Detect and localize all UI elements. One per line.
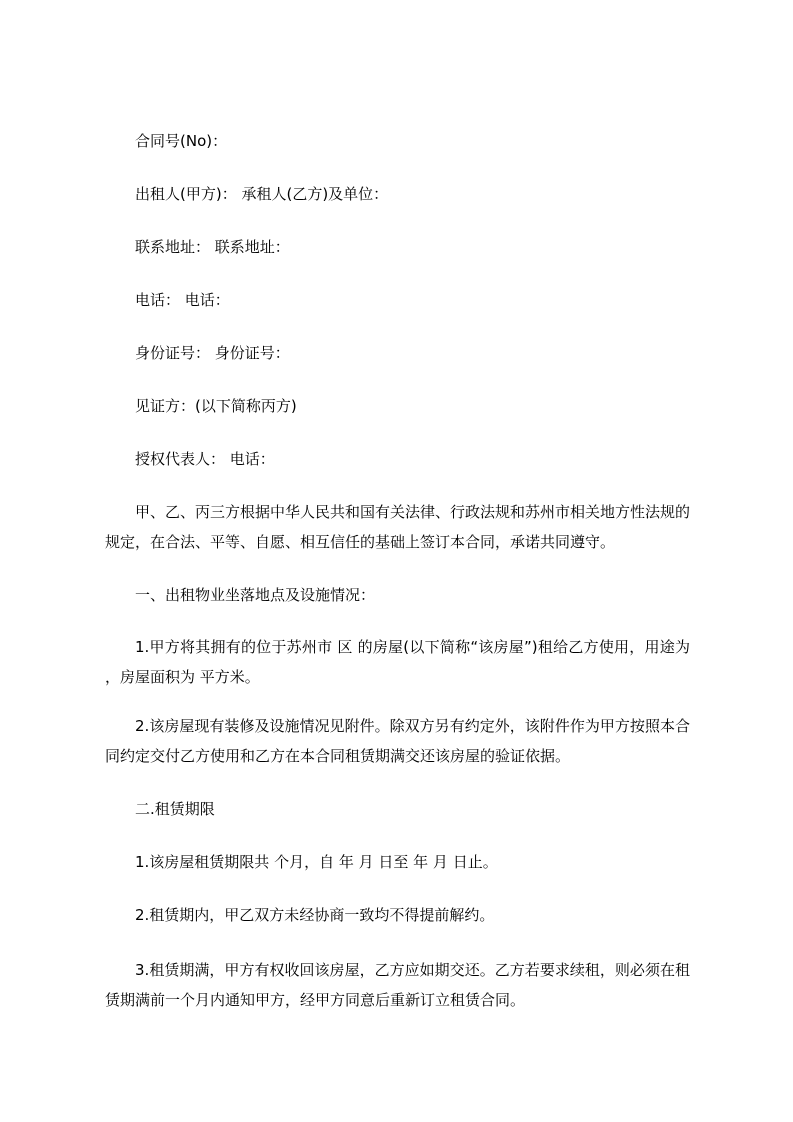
- authorized-rep-line: 授权代表人： 电话：: [135, 450, 275, 468]
- address-line: 联系地址： 联系地址：: [135, 238, 290, 256]
- witness-line: 见证方：(以下简称丙方): [135, 397, 297, 415]
- contract-number: 合同号(No)：: [135, 132, 228, 150]
- id-number-line: 身份证号： 身份证号：: [135, 344, 290, 362]
- section1-title: 一、出租物业坐落地点及设施情况：: [135, 586, 376, 604]
- section1-item2: 2.该房屋现有装修及设施情况见附件。除双方另有约定外，该附件作为甲方按照本合同约定交付乙方使用和乙方在本合同租赁期满交还该房屋的验证依据。: [105, 717, 690, 765]
- phone-line: 电话： 电话：: [135, 291, 230, 309]
- section1-item1: 1.甲方将其拥有的位于苏州市 区 的房屋(以下简称“该房屋”)租给乙方使用，用途为 ，房屋面积为 平方米。: [105, 638, 690, 686]
- section2-item1: 1.该房屋租赁期限共 个月，自 年 月 日至 年 月 日止。: [135, 853, 498, 871]
- preamble-paragraph: 甲、乙、丙三方根据中华人民共和国有关法律、行政法规和苏州市相关地方性法规的规定，在合法、平等、自愿、相互信任的基础上签订本合同，承诺共同遵守。: [105, 503, 691, 551]
- section2-title: 二.租赁期限: [135, 800, 215, 818]
- section2-item3: 3.租赁期满，甲方有权收回该房屋，乙方应如期交还。乙方若要求续租，则必须在租赁期满前一个月内通知甲方，经甲方同意后重新订立租赁合同。: [105, 961, 690, 1009]
- section2-item2: 2.租赁期内，甲乙双方未经协商一致均不得提前解约。: [135, 906, 495, 924]
- lessor-lessee-line: 出租人(甲方)： 承租人(乙方)及单位：: [135, 185, 389, 203]
